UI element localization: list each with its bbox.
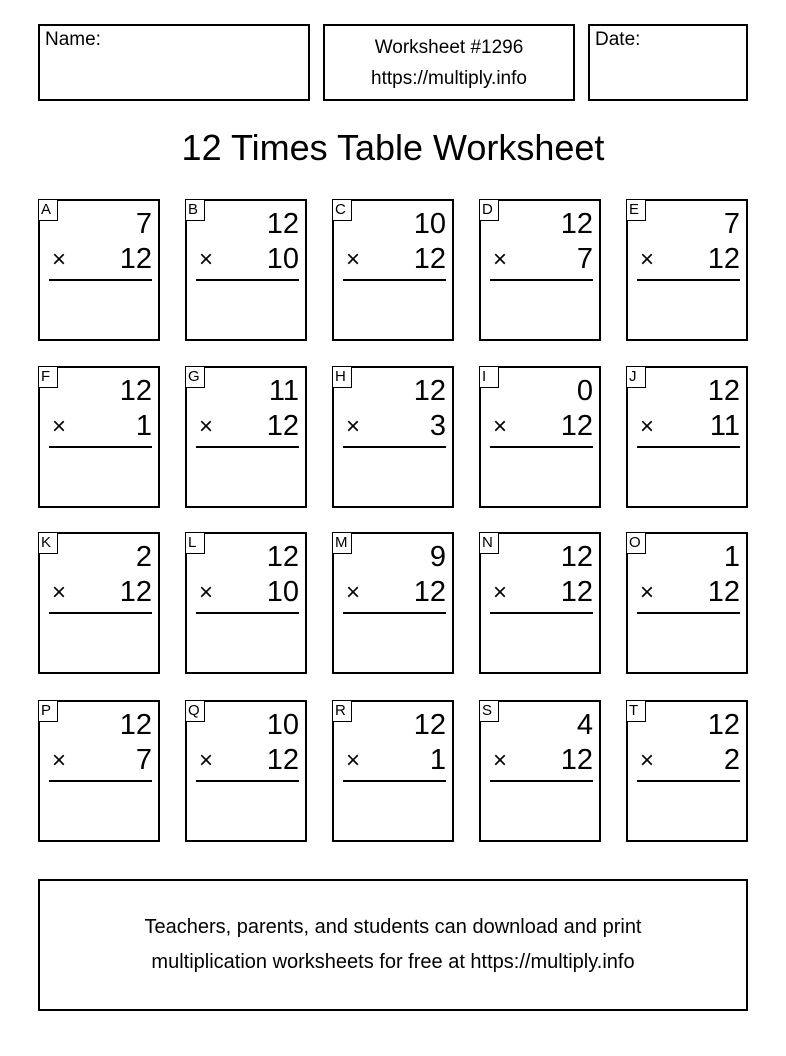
problem-letter: S (479, 700, 499, 722)
answer-line (637, 279, 740, 281)
page-title: 12 Times Table Worksheet (181, 127, 605, 168)
problem-card (185, 700, 307, 842)
worksheet-number: Worksheet #1296 (374, 37, 524, 58)
multiplier: 10 (266, 576, 299, 608)
answer-line (196, 279, 299, 281)
multiplier: 12 (560, 744, 593, 776)
times-sign: × (640, 579, 655, 606)
times-sign: × (199, 413, 214, 440)
multiplier: 12 (119, 576, 152, 608)
multiplier: 12 (266, 744, 299, 776)
worksheet-info-box (323, 24, 575, 101)
problem-card (479, 532, 601, 674)
multiplicand: 12 (560, 208, 593, 240)
problem-letter: B (185, 199, 205, 221)
multiplier: 1 (429, 744, 446, 776)
problem-card (332, 199, 454, 341)
times-sign: × (346, 747, 361, 774)
problem-letter: I (479, 366, 499, 388)
answer-line (196, 446, 299, 448)
times-sign: × (199, 747, 214, 774)
answer-line (637, 780, 740, 782)
multiplicand: 12 (707, 375, 740, 407)
answer-line (49, 780, 152, 782)
answer-line (343, 612, 446, 614)
multiplicand: 12 (119, 709, 152, 741)
problem-letter: J (626, 366, 646, 388)
problem-letter: P (38, 700, 58, 722)
problem-letter: H (332, 366, 352, 388)
answer-line (196, 780, 299, 782)
multiplier: 12 (413, 243, 446, 275)
multiplicand: 12 (119, 375, 152, 407)
multiplicand: 12 (413, 375, 446, 407)
multiplicand: 1 (723, 541, 740, 573)
problem-card (479, 366, 601, 508)
problem-letter: E (626, 199, 646, 221)
multiplier: 12 (266, 410, 299, 442)
name-field-box (38, 24, 310, 101)
problem-letter: C (332, 199, 352, 221)
times-sign: × (640, 747, 655, 774)
answer-line (49, 279, 152, 281)
answer-line (490, 612, 593, 614)
times-sign: × (640, 413, 655, 440)
answer-line (490, 279, 593, 281)
multiplicand: 7 (135, 208, 152, 240)
multiplicand: 10 (266, 709, 299, 741)
problem-letter: Q (185, 700, 205, 722)
multiplier: 12 (560, 410, 593, 442)
multiplicand: 12 (266, 541, 299, 573)
problem-letter: M (332, 532, 352, 554)
multiplier: 12 (707, 243, 740, 275)
problem-card (38, 532, 160, 674)
problem-letter: O (626, 532, 646, 554)
times-sign: × (52, 246, 67, 273)
answer-line (343, 279, 446, 281)
problem-letter: L (185, 532, 205, 554)
multiplicand: 11 (268, 375, 299, 407)
multiplier: 3 (429, 410, 446, 442)
multiplicand: 12 (413, 709, 446, 741)
multiplier: 12 (119, 243, 152, 275)
multiplier: 2 (723, 744, 740, 776)
problem-letter: T (626, 700, 646, 722)
problem-card (626, 366, 748, 508)
problem-letter: N (479, 532, 499, 554)
multiplicand: 12 (707, 709, 740, 741)
problem-card (185, 532, 307, 674)
times-sign: × (493, 747, 508, 774)
multiplicand: 7 (723, 208, 740, 240)
problem-card (626, 199, 748, 341)
multiplicand: 10 (413, 208, 446, 240)
answer-line (490, 780, 593, 782)
answer-line (637, 612, 740, 614)
times-sign: × (52, 413, 67, 440)
answer-line (343, 446, 446, 448)
problem-card (626, 532, 748, 674)
times-sign: × (199, 579, 214, 606)
problem-letter: G (185, 366, 205, 388)
multiplier: 1 (135, 410, 152, 442)
multiplicand: 4 (576, 709, 593, 741)
times-sign: × (199, 246, 214, 273)
problem-letter: F (38, 366, 58, 388)
worksheet-url: https://multiply.info (371, 68, 527, 89)
answer-line (343, 780, 446, 782)
problem-card (185, 366, 307, 508)
times-sign: × (493, 246, 508, 273)
multiplier: 12 (707, 576, 740, 608)
problem-card (332, 700, 454, 842)
answer-line (637, 446, 740, 448)
multiplicand: 2 (135, 541, 152, 573)
times-sign: × (52, 579, 67, 606)
problem-card (38, 366, 160, 508)
problem-card (479, 199, 601, 341)
times-sign: × (640, 246, 655, 273)
date-field-box (588, 24, 748, 101)
multiplicand: 9 (429, 541, 446, 573)
times-sign: × (493, 579, 508, 606)
problem-card (332, 532, 454, 674)
problem-card (332, 366, 454, 508)
problem-card (38, 199, 160, 341)
multiplier: 12 (413, 576, 446, 608)
multiplier: 7 (135, 744, 152, 776)
problem-card (185, 199, 307, 341)
multiplier: 7 (576, 243, 593, 275)
times-sign: × (346, 413, 361, 440)
answer-line (490, 446, 593, 448)
times-sign: × (346, 246, 361, 273)
multiplier: 12 (560, 576, 593, 608)
answer-line (49, 612, 152, 614)
footer-box (38, 879, 748, 1011)
multiplier: 11 (709, 410, 740, 442)
problem-letter: D (479, 199, 499, 221)
times-sign: × (493, 413, 508, 440)
answer-line (49, 446, 152, 448)
multiplicand: 0 (576, 375, 593, 407)
multiplicand: 12 (560, 541, 593, 573)
times-sign: × (52, 747, 67, 774)
multiplier: 10 (266, 243, 299, 275)
problem-card (479, 700, 601, 842)
times-sign: × (346, 579, 361, 606)
problem-card (626, 700, 748, 842)
multiplicand: 12 (266, 208, 299, 240)
answer-line (196, 612, 299, 614)
problem-letter: K (38, 532, 58, 554)
footer-line-2: multiplication worksheets for free at https://multiply.info (151, 951, 635, 973)
problem-letter: R (332, 700, 352, 722)
footer-line-1: Teachers, parents, and students can download and print (144, 916, 642, 938)
name-label: Name: (45, 29, 101, 50)
problem-letter: A (38, 199, 58, 221)
problem-card (38, 700, 160, 842)
date-label: Date: (595, 29, 641, 50)
